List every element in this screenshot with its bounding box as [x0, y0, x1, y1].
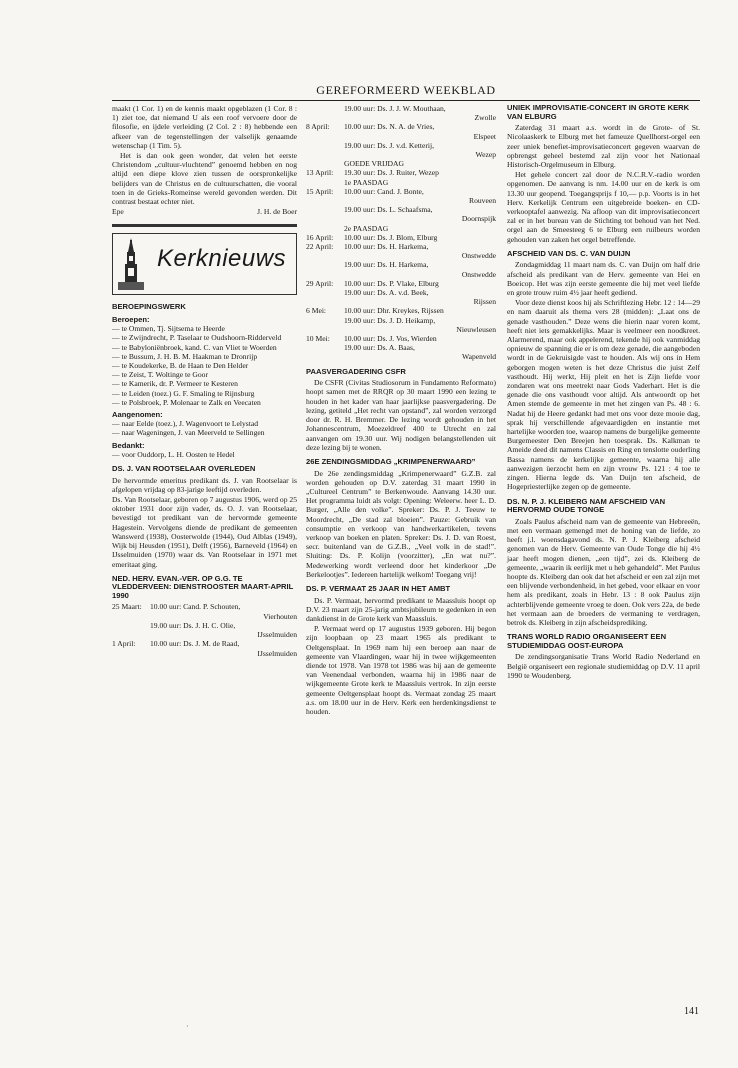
- rooster-entry: [344, 260, 496, 278]
- rooster-place: IJsselmuiden: [257, 648, 297, 658]
- rooster-text: 19.00 uur: Ds. H. Harkema,: [344, 260, 429, 270]
- rooster-entry: [344, 279, 496, 288]
- rooster-row: [112, 639, 297, 657]
- article-paragraph: Zaterdag 31 maart a.s. wordt in de Grote- of St. Nicolaaskerk te Elburg met het fameuze Quellhorst-orgel een zeer uniek benefiet-improvisatieconcert gegeven waarvan de opbrengst geheel bestemd zal zijn voor het Nationaal Historisch-Orgelmuseum in Elburg.: [507, 123, 700, 169]
- rooster-row: [306, 306, 496, 315]
- aangenomen-label: Aangenomen:: [112, 410, 163, 420]
- rootselaar-heading: DS. J. VAN ROOTSELAAR OVERLEDEN: [112, 464, 256, 474]
- rooster-entry: [344, 334, 496, 343]
- rooster-text: GOEDE VRIJDAG: [344, 159, 404, 169]
- rooster-date: [112, 621, 150, 639]
- rooster-date: [306, 104, 344, 122]
- list-item: — naar Wageningen, J. van Meerveld te Sellingen: [112, 428, 265, 438]
- rooster-heading: NED. HERV. EVAN.-VER. OP G.G. TE VLEDDERVEEN: DIENSTROOSTER MAART-APRIL 1990: [112, 573, 294, 600]
- rooster-date: 8 April:: [306, 122, 330, 132]
- rooster-row: [306, 159, 496, 168]
- rooster-date: [306, 288, 344, 306]
- rooster-row: [306, 168, 496, 177]
- list-item: — naar Eelde (toez.), J. Wagenvoort te Lelystad: [112, 419, 259, 429]
- beroepen-label: Beroepen:: [112, 315, 150, 325]
- rooster-row: [306, 224, 496, 233]
- rooster-entry: [344, 288, 496, 306]
- rooster-text: 10.00 uur: Ds. N. A. de Vries,: [344, 122, 435, 132]
- article-paragraph: Zoals Paulus afscheid nam van de gemeente van Hebreeën, met een vermaan gemengd met de honing van de liefde, zo heeft j.l. woensdagavond ds. N. P. J. Kleiberg afscheid genomen van de Herv. Gemeente van Oude Tonge die hij 4½ jaar heeft mogen dienen, „een tijd”, zei ds. Kleiberg de gemeente, „waarin ik eerlijk met u heb gehandeld”. Met Paulus hoopte ds. Kleiberg dan ook dat het afscheid er een zal zijn met een blijvende verbondenheid, in het gebed, voor elkaar en voor hem als predikant, zoals in Hebr. 13 : 8 ook Paulus zijn achterblijvende gemeente vroeg te doen. Ook vers 22a, de bede het vermaan aan de broeders de vermaning te verdragen, betrok ds. Kleiberg in zijn afscheidsprediking.: [507, 516, 700, 627]
- rooster-date: 15 April:: [306, 186, 334, 196]
- article-paragraph: Voor deze dienst koos hij als Schriftlezing Hebr. 12 : 14—29 en nam daaruit als thema vers 28 (midden): „Laat ons de genade vasthouden.” Deze wens die hierin naar voren komt, heeft niet iets gemakkelijks. Maar is veelmeer een noodkreet. Alarmerend, maar ook appelerend, tekende hij ook vanmiddag opnieuw de spanning die er is om deze genade, die aangeboden wordt in de Gekruisigde vast te houden. Als wij ons in Hem geborgen mogen weten is het deze Christus die juist Zelf vasthoudt. Hij werkt, Hij pleit en het is Zijn liefde voor zondaren wat ons meetrekt naar Gods Vaderhart. Het is die genade die ons vasthoudt voor altijd. Als antwoordt op het Amen stemde de gemeente in met het zingen van Ps. 48 : 6. Nadat hij de Heere gedankt had met ons voor deze mooie dag, sprak hij verschillende afgevaardigden en instantie met hartelijke woorden toe, waarop namens de burgelijke gemeente Burgemeester Den Breejen hen toesprak. Ds. Kalkman te Ameide deed dit namens Classis en Ring en tenslotte ouderling Bassa namens de kerkelijke gemeente, waarna hij alle aanwezigen ùerzocht hem en zijn vrouw Ps. 121 : 4 toe te zingen. Hierna legde ds. Van Duijn ten afscheid, de Hogepriesterlijke zegen op de gemeente.: [507, 298, 700, 492]
- zending-heading: 26E ZENDINGSMIDDAG „KRIMPENERWAARD”: [306, 456, 476, 466]
- article-paragraph: Ds. Van Rootselaar, geboren op 7 augustus 1906, werd op 25 oktober 1931 door zijn vader, ds. O. J. van Rootselaar, bevestigd tot predikant van de hervormde gemeente Hagestein. Vervolgens diende de predikant de gemeenten Wanswerd (1938), Oosterwolde (1944), Oud Alblas (1949), Wijk bij Heusden (1951), Delft (1956), Barneveld (1964) en IJsselmuiden (1970) waar ds. Van Rootselaar in 1971 met emeritaat ging.: [112, 495, 297, 569]
- column-middle: [306, 104, 496, 717]
- list-item: — te Polsbroek, P. Molenaar te Zalk en Veecaten: [112, 397, 261, 407]
- article-paragraph: P. Vermaat werd op 17 augustus 1939 geboren. Hij begon zijn loopbaan op 23 maart 1965 als predikant te Oeltgensplaat. In 1969 nam hij een beroep aan naar de gemeente van Vlaardingen, waar hij in twee wijkgemeenten diende tot 1978. Van 1978 tot 1986 was hij aan de gemeente van Veenendaal verbonden, waarna hij in 1986 naar de wijkgemeente Grote kerk te Maassluis vertrok. In zijn eerste gemeente Oeltgensplaat hoopt ds. Vermaat zondag 25 maart a.s. om 18.00 uur in de Herv. Kerk een herdenkingsdienst te houden.: [306, 624, 496, 716]
- kerknieuws-title: Kerknieuws: [157, 245, 287, 273]
- rooster-entry: [344, 178, 496, 187]
- rooster-text: 10.00 uur: Ds. J. Blom, Elburg: [344, 232, 438, 242]
- twr-heading: TRANS WORLD RADIO ORGANISEERT EEN STUDIEMIDDAG OOST-EUROPA: [507, 632, 667, 650]
- page-number: 141: [684, 1006, 699, 1017]
- list-item: — te Leiden (toez.) G. F. Smaling te Rijnsburg: [112, 388, 255, 398]
- rooster-row: [112, 602, 297, 620]
- bottom-mark: ·: [186, 1022, 189, 1031]
- rooster-text: 2e PAASDAG: [344, 223, 389, 233]
- section-divider: [112, 224, 297, 227]
- signature-name: J. H. de Boer: [257, 207, 297, 217]
- aangenomen-list: [112, 419, 297, 437]
- rooster-row: [306, 260, 496, 278]
- rooster-date: 25 Maart:: [112, 602, 142, 612]
- rooster-row: [112, 621, 297, 639]
- rooster-entry: [150, 602, 297, 620]
- rooster-place: Onstwedde: [461, 269, 496, 279]
- bedankt-list: [112, 450, 297, 459]
- rooster-text: 10.00 uur: Ds. P. Vlake, Elburg: [344, 278, 439, 288]
- rooster-date: [306, 343, 344, 361]
- rooster-entry: [344, 242, 496, 260]
- rooster-entry: [344, 168, 496, 177]
- rooster-place: Rijssen: [473, 297, 496, 307]
- rooster-row: [306, 233, 496, 242]
- rooster-date: 29 April:: [306, 278, 334, 288]
- rooster-entry: [344, 104, 496, 122]
- rooster-entry: [344, 343, 496, 361]
- rooster-text: 10.00 uur: Ds. J. Vos, Wierden: [344, 334, 437, 344]
- rooster-entry: [344, 159, 496, 168]
- list-item: — te Bussum, J. H. B. M. Haakman te Dronrijp: [112, 351, 258, 361]
- signature: [112, 207, 297, 216]
- orgel-heading: UNIEK IMPROVISATIE-CONCERT IN GROTE KERK VAN ELBURG: [507, 103, 690, 121]
- rooster-date: [306, 224, 344, 233]
- intro-paragraph: Het is dan ook geen wonder, dat velen het eerste Christendom „cultuur-vluchtend” genoemd hebben en nog altijd een diepe klove zien tussen de oorspronkelijke belijders van de Christus en de cultuurschatten, die vooral toen in de Grieks-Romeinse wereld gevonden werden. Dit contrast bestaat echter niet.: [112, 151, 297, 207]
- rooster-text: 10.00 uur: Dhr. Kreykes, Rijssen: [344, 306, 444, 316]
- rooster-entry: [344, 205, 496, 223]
- rooster-entry: [344, 233, 496, 242]
- rooster-entry: [344, 122, 496, 140]
- rooster-text: 19.00 uur: Ds. J. D. Heikamp,: [344, 315, 436, 325]
- rooster-text: 10.00 uur: Cand. J. Bonte,: [344, 186, 424, 196]
- article-paragraph: De zendingsorganisatie Trans World Radio Nederland en België organiseert een regionale studiemiddag op D.V. 11 april 1990 te Woudenberg.: [507, 652, 700, 680]
- rooster-place: Elspeet: [473, 131, 496, 141]
- rooster-place: Wezep: [475, 150, 496, 160]
- rooster-date: [306, 316, 344, 334]
- header-rule: [112, 100, 700, 101]
- vermaat-heading: DS. P. VERMAAT 25 JAAR IN HET AMBT: [306, 583, 451, 593]
- rooster-date: 22 April:: [306, 242, 334, 252]
- rooster-text: 19.00 uur: Ds. A. Baas,: [344, 343, 415, 353]
- rooster-date: 1 April:: [112, 639, 136, 649]
- rooster-row: [306, 343, 496, 361]
- column-right: [507, 104, 700, 681]
- rooster-entry: [344, 224, 496, 233]
- article-paragraph: De hervormde emeritus predikant ds. J. van Rootselaar is afgelopen vrijdag op 83-jarige leeftijd overleden.: [112, 475, 297, 494]
- rooster-text: 19.00 uur: Ds. J. H. C. Olie,: [150, 620, 236, 630]
- masthead: GEREFORMEERD WEEKBLAD: [316, 83, 496, 97]
- rooster-date: 10 Mei:: [306, 334, 330, 344]
- rooster-entry: [344, 306, 496, 315]
- list-item: — te Babyloniënbroek, kand. C. van Vliet te Woerden: [112, 342, 277, 352]
- rooster-table: [112, 602, 297, 657]
- kerknieuws-banner: [112, 233, 297, 295]
- rooster-entry: [344, 316, 496, 334]
- rooster-text: 10.00 uur: Ds. H. Harkema,: [344, 242, 429, 252]
- article-paragraph: Zondagmiddag 11 maart nam ds. C. van Duijn om half drie afscheid als predikant van de Herv. gemeente van Hei en Boeicop. Het was zijn eerste gemeente die hij met veel liefde en grote trouw ruim 4½ jaar heeft gediend.: [507, 260, 700, 298]
- rooster-date: 13 April:: [306, 168, 334, 178]
- rooster-text: 1e PAASDAG: [344, 177, 389, 187]
- rooster-text: 19.00 uur: Ds. J. v.d. Ketterij,: [344, 140, 434, 150]
- rooster-date: [306, 159, 344, 168]
- article-paragraph: Het gehele concert zal door de N.C.R.V.-radio worden opgenomen. De aanvang is nm. 14.00 uur en de kerk is om 13.30 uur geopend. Toegangsprijs f 10,— p.p. Voorts is in het Herv. Kerkelijk Centrum een uitgebreide boeken- en CD-verkooptafel aanwezig. Na afloop van dit improvisatieconcert zal er in het bureau van de Stichting tot behoud van het Ned. orgel aan de Smeesteeg 6 te Elburg een ruilbeurs worden gehouden van zaken het orgel betreffende.: [507, 170, 700, 244]
- rooster-row: [306, 288, 496, 306]
- bedankt-label: Bedankt:: [112, 440, 145, 450]
- rooster-text: 19.00 uur: Ds. A. v.d. Beek,: [344, 288, 429, 298]
- signature-place: Epe: [112, 207, 124, 217]
- rooster-text: 19.00 uur: Ds. J. J. W. Mouthaan,: [344, 104, 446, 113]
- csfr-heading: PAASVERGADERING CSFR: [306, 366, 406, 376]
- rooster-row: [306, 316, 496, 334]
- column-left: [112, 104, 297, 658]
- intro-paragraph: maakt (1 Cor. 1) en de kennis maakt opgeblazen (1 Cor. 8 : 1) ziet toe, dat niemand U als een roof vervoere door de filosofie, en ijdele verleiding (2 Col. 2 : 8) hebbende een afkeer van de tegenstellingen der valselijk genaamde wetenschap (1 Tim. 5).: [112, 104, 297, 150]
- rooster-date: [306, 260, 344, 278]
- rooster-place: Vierhouten: [263, 611, 297, 621]
- rooster-row: [306, 122, 496, 140]
- rooster-row: [306, 104, 496, 122]
- list-item: — te Kamerik, dr. P. Vermeer te Kesteren: [112, 379, 238, 389]
- beroepen-list: [112, 324, 297, 407]
- rooster-text: 10.00 uur: Ds. J. M. de Raad,: [150, 639, 240, 649]
- rooster-place: Wapenveld: [462, 352, 496, 362]
- rooster-entry: [150, 621, 297, 639]
- rooster-entry: [150, 639, 297, 657]
- list-item: — te Zwijndrecht, P. Taselaar te Oudshoorn-Ridderveld: [112, 333, 282, 343]
- rooster-row: [306, 178, 496, 187]
- rooster-text: 19.00 uur: Ds. L. Schaafsma,: [344, 205, 433, 215]
- rooster-place: Rouveen: [469, 196, 496, 206]
- beroepingswerk-heading: BEROEPINGSWERK: [112, 302, 186, 312]
- rooster-text: 19.30 uur: Ds. J. Ruiter, Wezep: [344, 168, 439, 178]
- duijn-heading: AFSCHEID VAN DS. C. VAN DUIJN: [507, 248, 631, 258]
- rooster-date: 16 April:: [306, 232, 334, 242]
- rooster-row: [306, 242, 496, 260]
- rooster-row: [306, 279, 496, 288]
- rooster-date: 6 Mei:: [306, 306, 327, 316]
- rooster-date: [306, 178, 344, 187]
- rooster-date: [306, 141, 344, 159]
- article-paragraph: Ds. P. Vermaat, hervormd predikant te Maassluis hoopt op D.V. 23 maart zijn 25-jarig ambtsjubileum te gedenken in een dankdienst in de Grote kerk van Maassluis.: [306, 595, 496, 623]
- list-item: — te Koudekerke, B. de Haan te Den Helder: [112, 361, 249, 371]
- list-item: — te Ommen, Tj. Sijtsema te Heerde: [112, 324, 225, 334]
- kleiberg-heading: DS. N. P. J. KLEIBERG NAM AFSCHEID VAN HERVORMD OUDE TONGE: [507, 496, 666, 515]
- rooster-text: 10.00 uur: Cand. P. Schouten,: [150, 602, 241, 612]
- article-paragraph: De CSFR (Civitas Studiosorum in Fundamento Reformato) hoopt samen met de RRQR op 30 maart 1990 een lezing te houden in het kader van haar jaarlijkse paasvergadering. De lezing, getiteld „Het recht van opstand”, zal worden verzorgd door dr. R. H. Bremmer. De lezing wordt gehouden in het Johannescentrum, Moezeldreef 400 te Utrecht en zal aanvangen om 19.30 uur. Wij nodigen belangstellenden uit deze lezing bij te wonen.: [306, 378, 496, 452]
- rooster-place: Doornspijk: [461, 214, 496, 224]
- rooster-entry: [344, 141, 496, 159]
- rooster-row: [306, 334, 496, 343]
- rooster-place: Nieuwleusen: [456, 324, 496, 334]
- rooster-table-continued: [306, 104, 496, 362]
- list-item: — te Zeist, T. Woltinge te Goor: [112, 370, 208, 380]
- list-item: — voor Ouddorp, L. H. Oosten te Hedel: [112, 449, 235, 459]
- rooster-row: [306, 205, 496, 223]
- rooster-row: [306, 141, 496, 159]
- church-tower-icon: [116, 238, 146, 290]
- article-paragraph: De 26e zendingsmiddag „Krimpenerwaard” G.Z.B. zal worden gehouden op D.V. zaterdag 31 maart 1990 in „Cultureel Centrum” te Berkenwoude. Aanvang 14.30 uur. Het programma luidt als volgt: Opening: Weleerw. heer L. D. Burger, „Alle den volke”. Spreker: Ds. P. J. Teeuw te Moordrecht, „De stad zal bloeien”. Pauze: Gebruik van consumptie en verkoop van handwerkartikelen, tevens verkoop van boeken en platen. Spreker: Ds. J. D. van Roest, secr. buitenland van de G.Z.B., „Veel volk in de stad!”. Sluiting: Ds. P. Kolijn (voorzitter), „En wat nu?”. Medewerking wordt verleend door het kinderkoor „De Berkelootjes”. Iedereen hartelijk welkom! Toegang vrij!: [306, 468, 496, 579]
- rooster-place: Zwolle: [474, 113, 496, 123]
- rooster-date: [306, 205, 344, 223]
- rooster-place: Onstwedde: [461, 251, 496, 261]
- rooster-row: [306, 187, 496, 205]
- rooster-place: IJsselmuiden: [257, 630, 297, 640]
- rooster-entry: [344, 187, 496, 205]
